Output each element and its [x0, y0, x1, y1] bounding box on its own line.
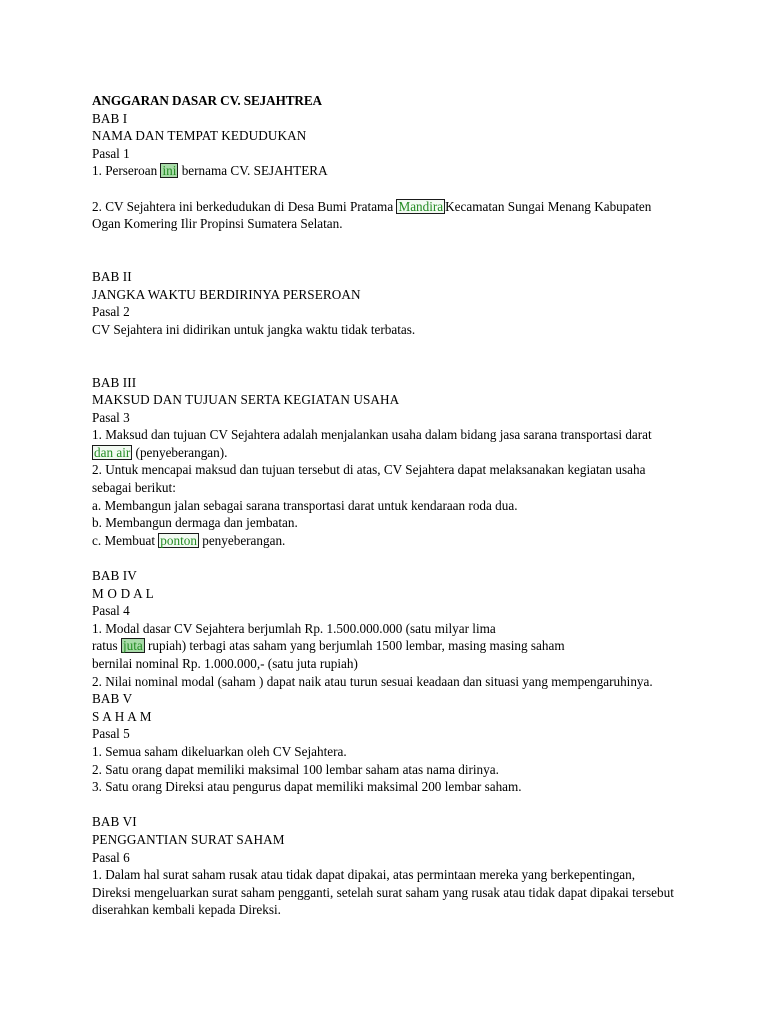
section-bab-3 — [92, 374, 676, 550]
bab-2-subheading: JANGKA WAKTU BERDIRINYA PERSEROAN — [92, 286, 361, 302]
bab-6-pasal-label: Pasal 6 — [92, 849, 130, 865]
bab-1-item-1 — [92, 162, 676, 180]
bab-4-item-1-line-2 — [92, 637, 676, 655]
bab-1-item-1-text-before: 1. Perseroan — [92, 163, 161, 179]
section-bab-2 — [92, 268, 676, 338]
highlight-ini[interactable]: ini — [162, 163, 177, 179]
bab-3-subheading: MAKSUD DAN TUJUAN SERTA KEGIATAN USAHA — [92, 392, 400, 408]
bab-4-item-1-text-before: ratus — [92, 638, 121, 654]
section-bab-1 — [92, 92, 676, 233]
bab-3-item-c-text-after: penyeberangan. — [198, 532, 286, 548]
bab-4-item-1-text-after: rupiah) terbagi atas saham yang berjumlah 1500 lembar, masing masing saham — [144, 638, 565, 654]
spacer — [92, 233, 676, 251]
bab-5-item-1: 1. Semua saham dikeluarkan oleh CV Sejahtera. — [92, 743, 347, 759]
spacer — [92, 180, 676, 198]
bab-3-heading: BAB III — [92, 374, 137, 390]
bab-1-heading: BAB I — [92, 110, 128, 126]
section-bab-5 — [92, 690, 676, 796]
bab-1-pasal-label: Pasal 1 — [92, 145, 130, 161]
highlight-juta[interactable]: juta — [122, 638, 143, 654]
spacer — [92, 338, 676, 356]
document-title: ANGGARAN DASAR CV. SEJAHTREA — [92, 93, 322, 108]
bab-1-item-2-text-after: Kecamatan Sungai Menang Kabupaten Ogan Komering Ilir Propinsi Sumatera Selatan. — [92, 198, 652, 232]
bab-1-subheading: NAMA DAN TEMPAT KEDUDUKAN — [92, 128, 307, 144]
bab-2-pasal-label: Pasal 2 — [92, 304, 130, 320]
bab-3-item-c — [92, 532, 676, 550]
bab-3-item-1-text-before: 1. Maksud dan tujuan CV Sejahtera adalah menjalankan usaha dalam bidang jasa sarana transportasi darat — [92, 427, 652, 443]
bab-3-pasal-label: Pasal 3 — [92, 409, 130, 425]
bab-3-item-a: a. Membangun jalan sebagai sarana transportasi darat untuk kendaraan roda dua. — [92, 497, 518, 513]
bab-1-item-2 — [92, 198, 676, 233]
bab-5-item-3: 3. Satu orang Direksi atau pengurus dapat memiliki maksimal 200 lembar saham. — [92, 779, 522, 795]
section-bab-4 — [92, 567, 676, 690]
spacer — [92, 356, 676, 374]
bab-4-item-2: 2. Nilai nominal modal (saham ) dapat naik atau turun sesuai keadaan dan situasi yang mempengaruhinya. — [92, 673, 653, 689]
highlight-ponton[interactable]: ponton — [160, 532, 197, 548]
bab-4-heading: BAB IV — [92, 568, 137, 584]
section-bab-6 — [92, 813, 676, 919]
bab-6-item-1: 1. Dalam hal surat saham rusak atau tidak dapat dipakai, atas permintaan mereka yang berkepentingan, Direksi mengeluarkan surat saham pengganti, setelah surat saham yang rusak atau tidak dapat dipakai tersebut diserahkan kembali kepada Direksi. — [92, 867, 674, 918]
spacer — [92, 796, 676, 814]
highlight-dan-air[interactable]: dan air — [94, 444, 131, 460]
spacer — [92, 549, 676, 567]
bab-5-pasal-label: Pasal 5 — [92, 726, 130, 742]
bab-5-heading: BAB V — [92, 691, 133, 707]
bab-5-subheading: S A H A M — [92, 708, 152, 724]
bab-4-item-1-line-3: bernilai nominal Rp. 1.000.000,- (satu juta rupiah) — [92, 656, 358, 671]
bab-4-pasal-label: Pasal 4 — [92, 603, 130, 619]
bab-1-item-2-text-before: 2. CV Sejahtera ini berkedudukan di Desa Bumi Pratama — [92, 198, 397, 214]
highlight-mandira[interactable]: Mandira — [398, 198, 444, 214]
bab-3-item-1 — [92, 426, 676, 461]
bab-1-item-1-text-after: bernama CV. SEJAHTERA — [178, 163, 328, 179]
bab-2-body: CV Sejahtera ini didirikan untuk jangka waktu tidak terbatas. — [92, 321, 416, 337]
bab-6-subheading: PENGGANTIAN SURAT SAHAM — [92, 831, 285, 847]
document-body — [92, 92, 676, 919]
bab-4-item-1-line-1: 1. Modal dasar CV Sejahtera berjumlah Rp. 1.500.000.000 (satu milyar lima — [92, 620, 496, 636]
bab-3-item-1-text-after: (penyeberangan). — [132, 444, 228, 460]
spacer — [92, 250, 676, 268]
bab-6-heading: BAB VI — [92, 814, 137, 830]
bab-4-subheading: M O D A L — [92, 585, 154, 601]
bab-3-item-2: 2. Untuk mencapai maksud dan tujuan tersebut di atas, CV Sejahtera dapat melaksanakan kegiatan usaha sebagai berikut: — [92, 462, 646, 496]
bab-3-item-c-text-before: c. Membuat — [92, 532, 159, 548]
bab-2-heading: BAB II — [92, 268, 132, 284]
bab-3-item-b: b. Membangun dermaga dan jembatan. — [92, 515, 298, 531]
bab-5-item-2: 2. Satu orang dapat memiliki maksimal 100 lembar saham atas nama dirinya. — [92, 761, 499, 777]
